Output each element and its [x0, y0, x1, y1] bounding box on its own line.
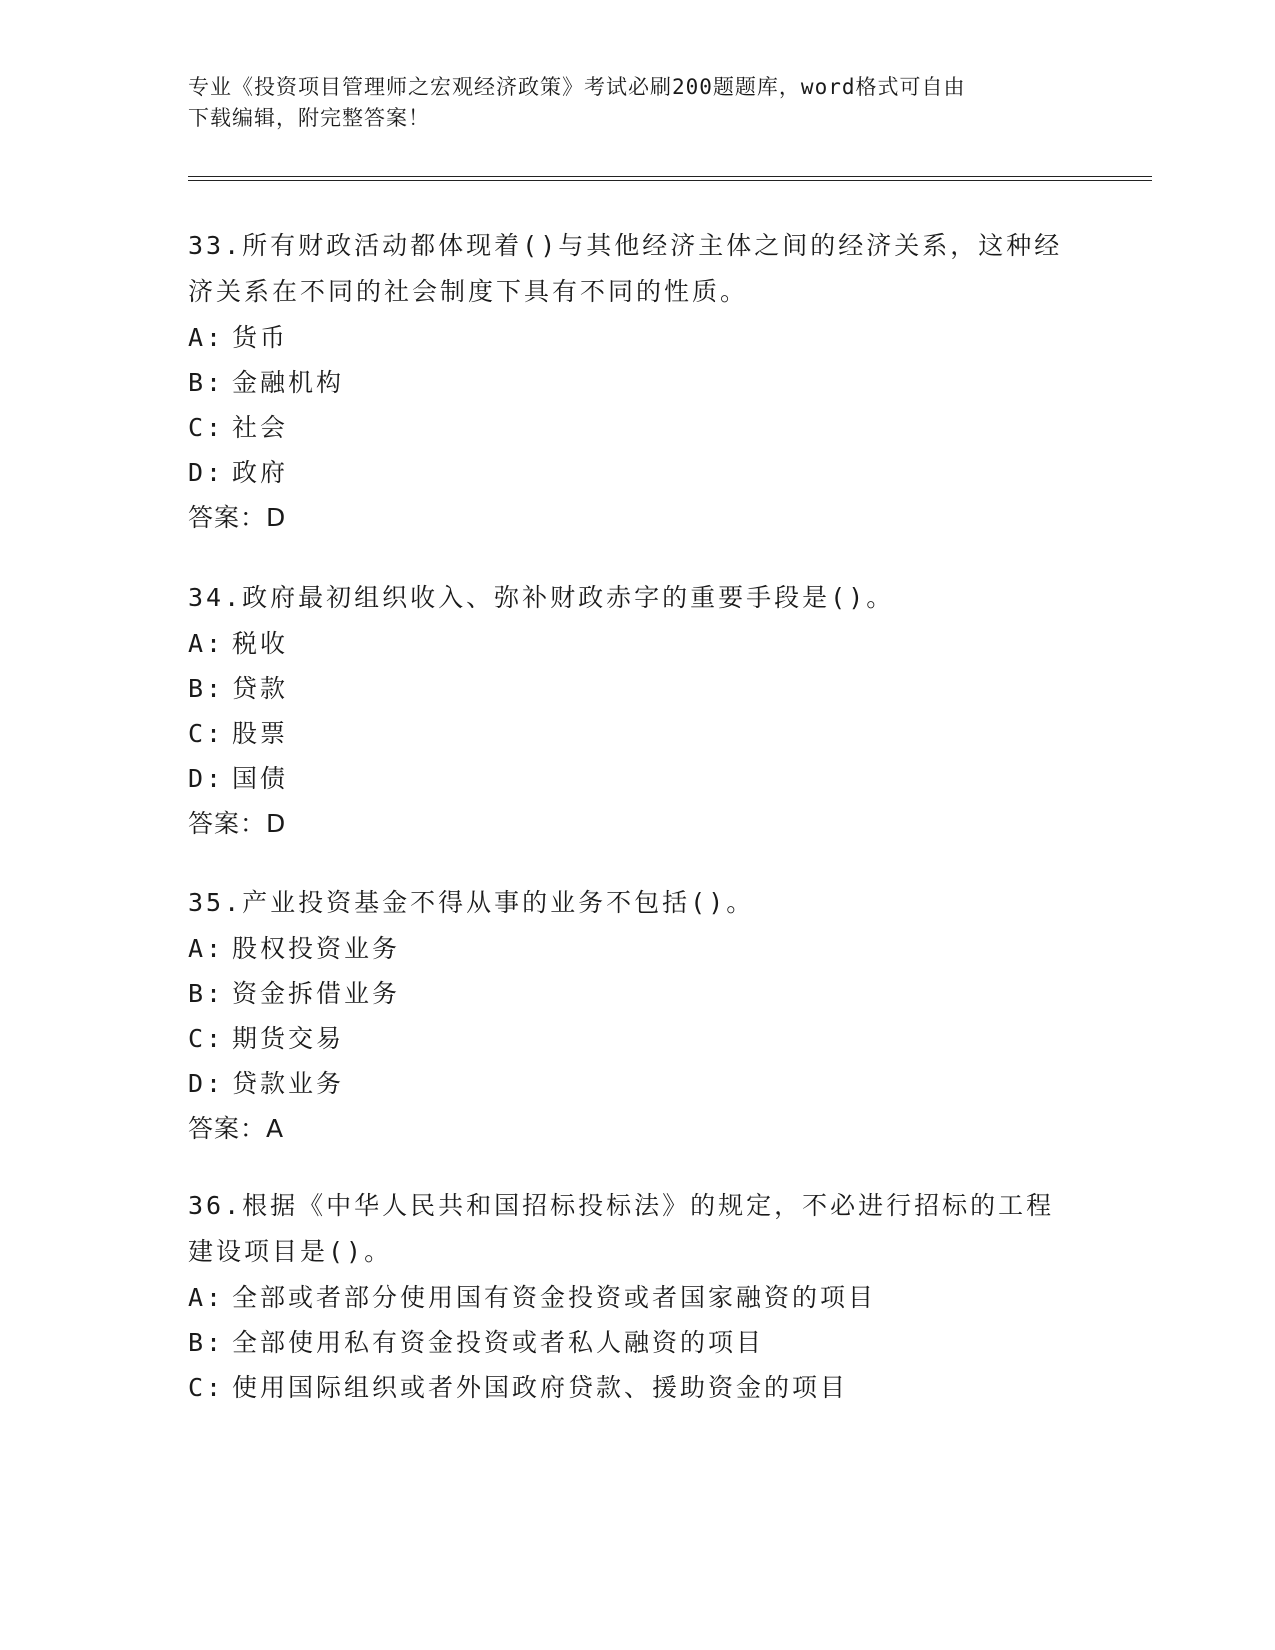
- option-text: 国债: [232, 764, 289, 793]
- question-35: [188, 880, 1088, 1152]
- option-letter: D:: [188, 1069, 225, 1098]
- question-text-line-1: 33.所有财政活动都体现着()与其他经济主体之间的经济关系，这种经: [188, 231, 1063, 260]
- option-letter: B:: [188, 979, 225, 1008]
- option-text: 股权投资业务: [232, 934, 401, 963]
- option-text: 全部使用私有资金投资或者私人融资的项目: [232, 1328, 765, 1357]
- option-d: [188, 1061, 1088, 1106]
- option-c: [188, 405, 1088, 450]
- question-36: [188, 1183, 1088, 1410]
- option-letter: A:: [188, 934, 225, 963]
- option-letter: A:: [188, 323, 225, 352]
- option-letter: C:: [188, 1024, 225, 1053]
- question-34: [188, 575, 1088, 847]
- option-letter: A:: [188, 1283, 225, 1312]
- option-text: 资金拆借业务: [232, 979, 401, 1008]
- option-text: 货币: [232, 323, 289, 352]
- intro-line-2: 下载编辑，附完整答案！: [188, 106, 430, 130]
- option-letter: A:: [188, 629, 225, 658]
- option-letter: B:: [188, 674, 225, 703]
- option-b: [188, 971, 1088, 1016]
- option-d: [188, 450, 1088, 495]
- option-a: [188, 315, 1088, 360]
- option-c: [188, 711, 1088, 756]
- option-text: 股票: [232, 719, 289, 748]
- option-text: 社会: [232, 413, 289, 442]
- option-d: [188, 756, 1088, 801]
- option-letter: D:: [188, 458, 225, 487]
- question-text-line-1: 35.产业投资基金不得从事的业务不包括()。: [188, 888, 755, 917]
- option-c: [188, 1365, 1088, 1410]
- option-text: 使用国际组织或者外国政府贷款、援助资金的项目: [232, 1373, 849, 1402]
- option-a: [188, 1275, 1088, 1320]
- option-letter: C:: [188, 1373, 225, 1402]
- option-b: [188, 666, 1088, 711]
- question-text-line-2: 济关系在不同的社会制度下具有不同的性质。: [188, 277, 749, 306]
- option-letter: B:: [188, 1328, 225, 1357]
- answer-text: 答案：A: [188, 1114, 285, 1143]
- option-text: 金融机构: [232, 368, 345, 397]
- option-letter: C:: [188, 413, 225, 442]
- option-b: [188, 1320, 1088, 1365]
- question-text-line-2: 建设项目是()。: [188, 1237, 393, 1266]
- answer-text: 答案：D: [188, 809, 287, 838]
- option-b: [188, 360, 1088, 405]
- option-a: [188, 926, 1088, 971]
- question-text-line-1: 36.根据《中华人民共和国招标投标法》的规定，不必进行招标的工程: [188, 1191, 1055, 1220]
- option-text: 贷款业务: [232, 1069, 345, 1098]
- option-c: [188, 1016, 1088, 1061]
- option-letter: C:: [188, 719, 225, 748]
- option-text: 期货交易: [232, 1024, 345, 1053]
- option-letter: B:: [188, 368, 225, 397]
- option-text: 税收: [232, 629, 289, 658]
- question-text-line-1: 34.政府最初组织收入、弥补财政赤字的重要手段是()。: [188, 583, 895, 612]
- question-33: [188, 223, 1088, 541]
- header-divider: [188, 176, 1152, 181]
- option-text: 贷款: [232, 674, 289, 703]
- intro-line-1: 专业《投资项目管理师之宏观经济政策》考试必刷200题题库，word格式可自由: [188, 75, 966, 99]
- option-text: 全部或者部分使用国有资金投资或者国家融资的项目: [232, 1283, 877, 1312]
- option-a: [188, 621, 1088, 666]
- answer-text: 答案：D: [188, 503, 287, 532]
- option-text: 政府: [232, 458, 289, 487]
- option-letter: D:: [188, 764, 225, 793]
- document-intro: [188, 72, 1068, 134]
